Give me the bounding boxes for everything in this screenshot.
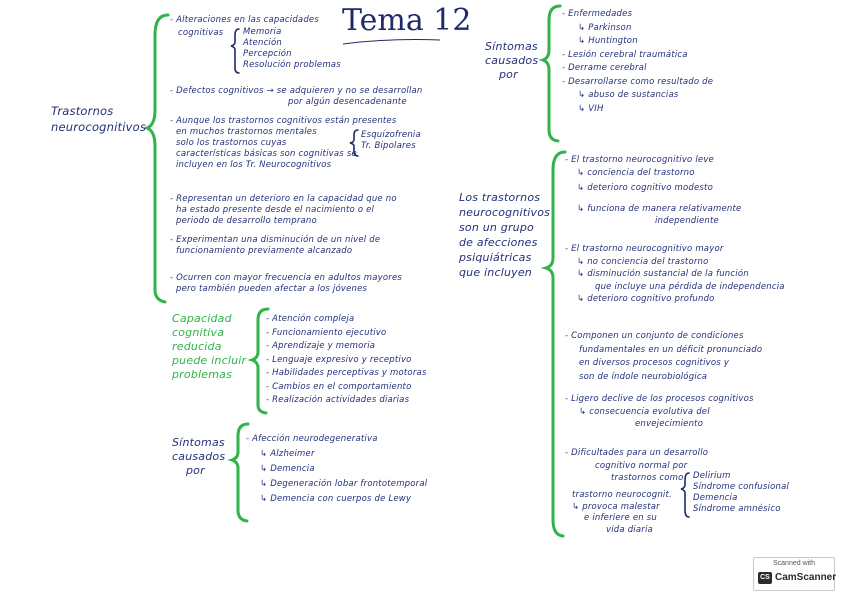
dificultades-list xyxy=(565,447,708,485)
dificultades-below-line: ↳ provoca malestar xyxy=(572,501,660,512)
block1-sub-item: Percepción xyxy=(243,49,292,59)
leve-item: ↳ deterioro cognitivo modesto xyxy=(577,183,713,193)
sintomas-right-item: ↳ abuso de sustancias xyxy=(578,90,679,100)
block1-sub-item: Atención xyxy=(243,38,282,48)
badge-caption: Scanned with xyxy=(772,560,816,567)
left-heading-line: Trastornos xyxy=(51,104,114,118)
capacidad-heading xyxy=(172,312,246,382)
block1-sub-item: Memoria xyxy=(243,27,282,37)
componen-line: - Componen un conjunto de condiciones xyxy=(565,331,744,341)
mayor-item: ↳ no conciencia del trastorno xyxy=(577,256,709,267)
block3-line: solo los trastornos cuyas xyxy=(176,138,287,148)
componen-line: fundamentales en un déficit pronunciado xyxy=(579,344,763,355)
dificultades-side-item: Síndrome confusional xyxy=(693,482,790,492)
capacidad-item: - Aprendizaje y memoria xyxy=(266,341,376,351)
dificultades-side-item: Delirium xyxy=(693,471,731,481)
dificultades-line: trastornos como xyxy=(611,473,684,483)
dificultades-below-line: trastorno neurocognit. xyxy=(572,490,672,500)
block3-side-item: Esquizofrenia xyxy=(361,130,421,140)
componen-line: son de índole neurobiológica xyxy=(579,371,708,382)
block4-line: - Representan un deterioro en la capacidad que no xyxy=(170,194,397,204)
grupo-heading-line: Los trastornos xyxy=(459,191,541,204)
block2-line: por algún desencadenante xyxy=(288,97,407,107)
ligero-line: - Ligero declive de los procesos cognitivos xyxy=(565,394,754,404)
capacidad-item: - Cambios en el comportamiento xyxy=(266,381,412,392)
sintomas-right-item: - Desarrollarse como resultado de xyxy=(562,76,714,87)
block3-line: en muchos trastornos mentales xyxy=(176,127,317,137)
block1-item: - Alteraciones en las capacidades xyxy=(170,15,319,25)
grupo-heading-line: de afecciones xyxy=(459,236,538,249)
capacidad-heading-line: cognitiva xyxy=(172,326,225,339)
sintomas-left-heading xyxy=(172,436,225,478)
block3-line: - Aunque los trastornos cognitivos están presentes xyxy=(170,116,397,126)
dificultades-side-item: Demencia xyxy=(693,493,738,503)
sintomas-right-item: ↳ Parkinson xyxy=(578,22,632,33)
block5 xyxy=(170,235,380,257)
block3-line: incluyen en los Tr. Neurocognitivos xyxy=(176,160,332,170)
sintomas-right-heading xyxy=(485,40,538,82)
componen-line: en diversos procesos cognitivos y xyxy=(579,358,730,368)
block1-sub-item: Resolución problemas xyxy=(243,60,341,70)
leve-item: independiente xyxy=(655,216,719,226)
sintomas-left-item: ↳ Alzheimer xyxy=(260,449,315,459)
title-underline xyxy=(343,40,440,45)
leve-item: ↳ conciencia del trastorno xyxy=(577,167,695,178)
mayor-list xyxy=(565,243,785,306)
grupo-heading-line: que incluyen xyxy=(459,266,532,279)
sintomas-right-item: - Enfermedades xyxy=(562,9,633,19)
grupo-heading-line: psiquiátricas xyxy=(459,251,532,264)
badge-name: CamScanner xyxy=(775,572,837,583)
block4 xyxy=(170,194,397,227)
sintomas-right-heading-line: causados xyxy=(485,54,539,67)
componen-list xyxy=(565,330,762,384)
page-title: Tema 12 xyxy=(342,3,472,38)
left-heading xyxy=(51,103,146,135)
block3-side-item: Tr. Bipolares xyxy=(361,141,416,151)
ligero-line: ↳ consecuencia evolutiva del xyxy=(579,406,710,417)
sintomas-right-item: ↳ VIH xyxy=(578,103,604,114)
sintomas-left-heading-line: Síntomas xyxy=(172,436,225,449)
sintomas-left-item: ↳ Degeneración lobar frontotemporal xyxy=(260,479,428,489)
leve-item: ↳ funciona de manera relativamente xyxy=(577,203,742,214)
block2 xyxy=(170,86,423,108)
mayor-item: ↳ deterioro cognitivo profundo xyxy=(577,294,715,304)
sintomas-left-item: - Afección neurodegenerativa xyxy=(246,434,378,444)
camscanner-logo-icon: CS xyxy=(758,572,772,584)
dificultades-below-line: vida diaria xyxy=(606,524,653,535)
capacidad-heading-line: problemas xyxy=(172,368,233,381)
block4-line: periodo de desarrollo temprano xyxy=(176,216,317,226)
left-heading-line: neurocognitivos xyxy=(51,120,147,134)
mayor-item: - El trastorno neurocognitivo mayor xyxy=(565,244,724,254)
sintomas-right-item: - Derrame cerebral xyxy=(562,63,647,73)
block1-item-second: cognitivas xyxy=(178,28,224,38)
capacidad-heading-line: reducida xyxy=(172,340,222,353)
sintomas-right-heading-line: por xyxy=(499,68,518,81)
dificultades-line: cognitivo normal por xyxy=(595,460,688,471)
leve-item: - El trastorno neurocognitivo leve xyxy=(565,155,714,165)
capacidad-item: - Lenguaje expresivo y receptivo xyxy=(266,354,412,365)
block4-line: ha estado presente desde el nacimiento o el xyxy=(176,205,375,215)
mayor-item: que incluye una pérdida de independencia xyxy=(595,281,785,292)
capacidad-list xyxy=(266,313,427,408)
block6-line: - Ocurren con mayor frecuencia en adultos mayores xyxy=(170,273,403,283)
ligero-list xyxy=(565,393,754,431)
leve-list xyxy=(565,154,741,228)
sintomas-left-item: ↳ Demencia con cuerpos de Lewy xyxy=(260,494,412,504)
sintomas-right-heading-line: Síntomas xyxy=(485,40,538,53)
capacidad-item: - Realización actividades diarias xyxy=(266,395,410,405)
grupo-heading-line: son un grupo xyxy=(459,221,534,234)
block6 xyxy=(170,273,402,295)
block1-sublist xyxy=(243,27,341,71)
capacidad-item: - Atención compleja xyxy=(266,314,355,324)
block3-line: características básicas son cognitivas se xyxy=(176,149,357,159)
capacidad-heading-line: puede incluir xyxy=(172,354,247,367)
sintomas-left-list xyxy=(246,432,427,507)
capacidad-heading-line: Capacidad xyxy=(172,312,232,325)
block5-line: funcionamiento previamente alcanzado xyxy=(176,246,353,256)
dificultades-below xyxy=(572,490,672,536)
dificultades-below-line: e inferiere en su xyxy=(584,513,657,523)
sintomas-right-item: - Lesión cerebral traumática xyxy=(562,49,688,60)
sintomas-right-item: ↳ Huntington xyxy=(578,36,638,46)
block6-line: pero también pueden afectar a los jóvenes xyxy=(176,284,368,294)
dificultades-line: - Dificultades para un desarrollo xyxy=(565,448,709,458)
main-left-brace xyxy=(147,15,168,302)
block3-side xyxy=(361,130,421,152)
ligero-line: envejecimiento xyxy=(635,419,704,429)
sintomas-right-list xyxy=(562,8,713,116)
scanner-badge xyxy=(753,557,835,591)
sintomas-left-heading-line: por xyxy=(186,464,205,477)
dificultades-side-item: Síndrome amnésico xyxy=(693,504,781,514)
block2-line: - Defectos cognitivos → se adquieren y no se desarrollan xyxy=(170,86,423,96)
sintomas-left-item: ↳ Demencia xyxy=(260,464,315,474)
sintomas-left-heading-line: causados xyxy=(172,450,226,463)
capacidad-item: - Funcionamiento ejecutivo xyxy=(266,327,387,338)
grupo-heading xyxy=(459,190,550,280)
capacidad-item: - Habilidades perceptivas y motoras xyxy=(266,368,427,378)
dificultades-side xyxy=(693,471,789,515)
block5-line: - Experimentan una disminución de un nivel de xyxy=(170,235,381,245)
grupo-heading-line: neurocognitivos xyxy=(459,206,551,219)
mayor-item: ↳ disminución sustancial de la función xyxy=(577,269,749,279)
